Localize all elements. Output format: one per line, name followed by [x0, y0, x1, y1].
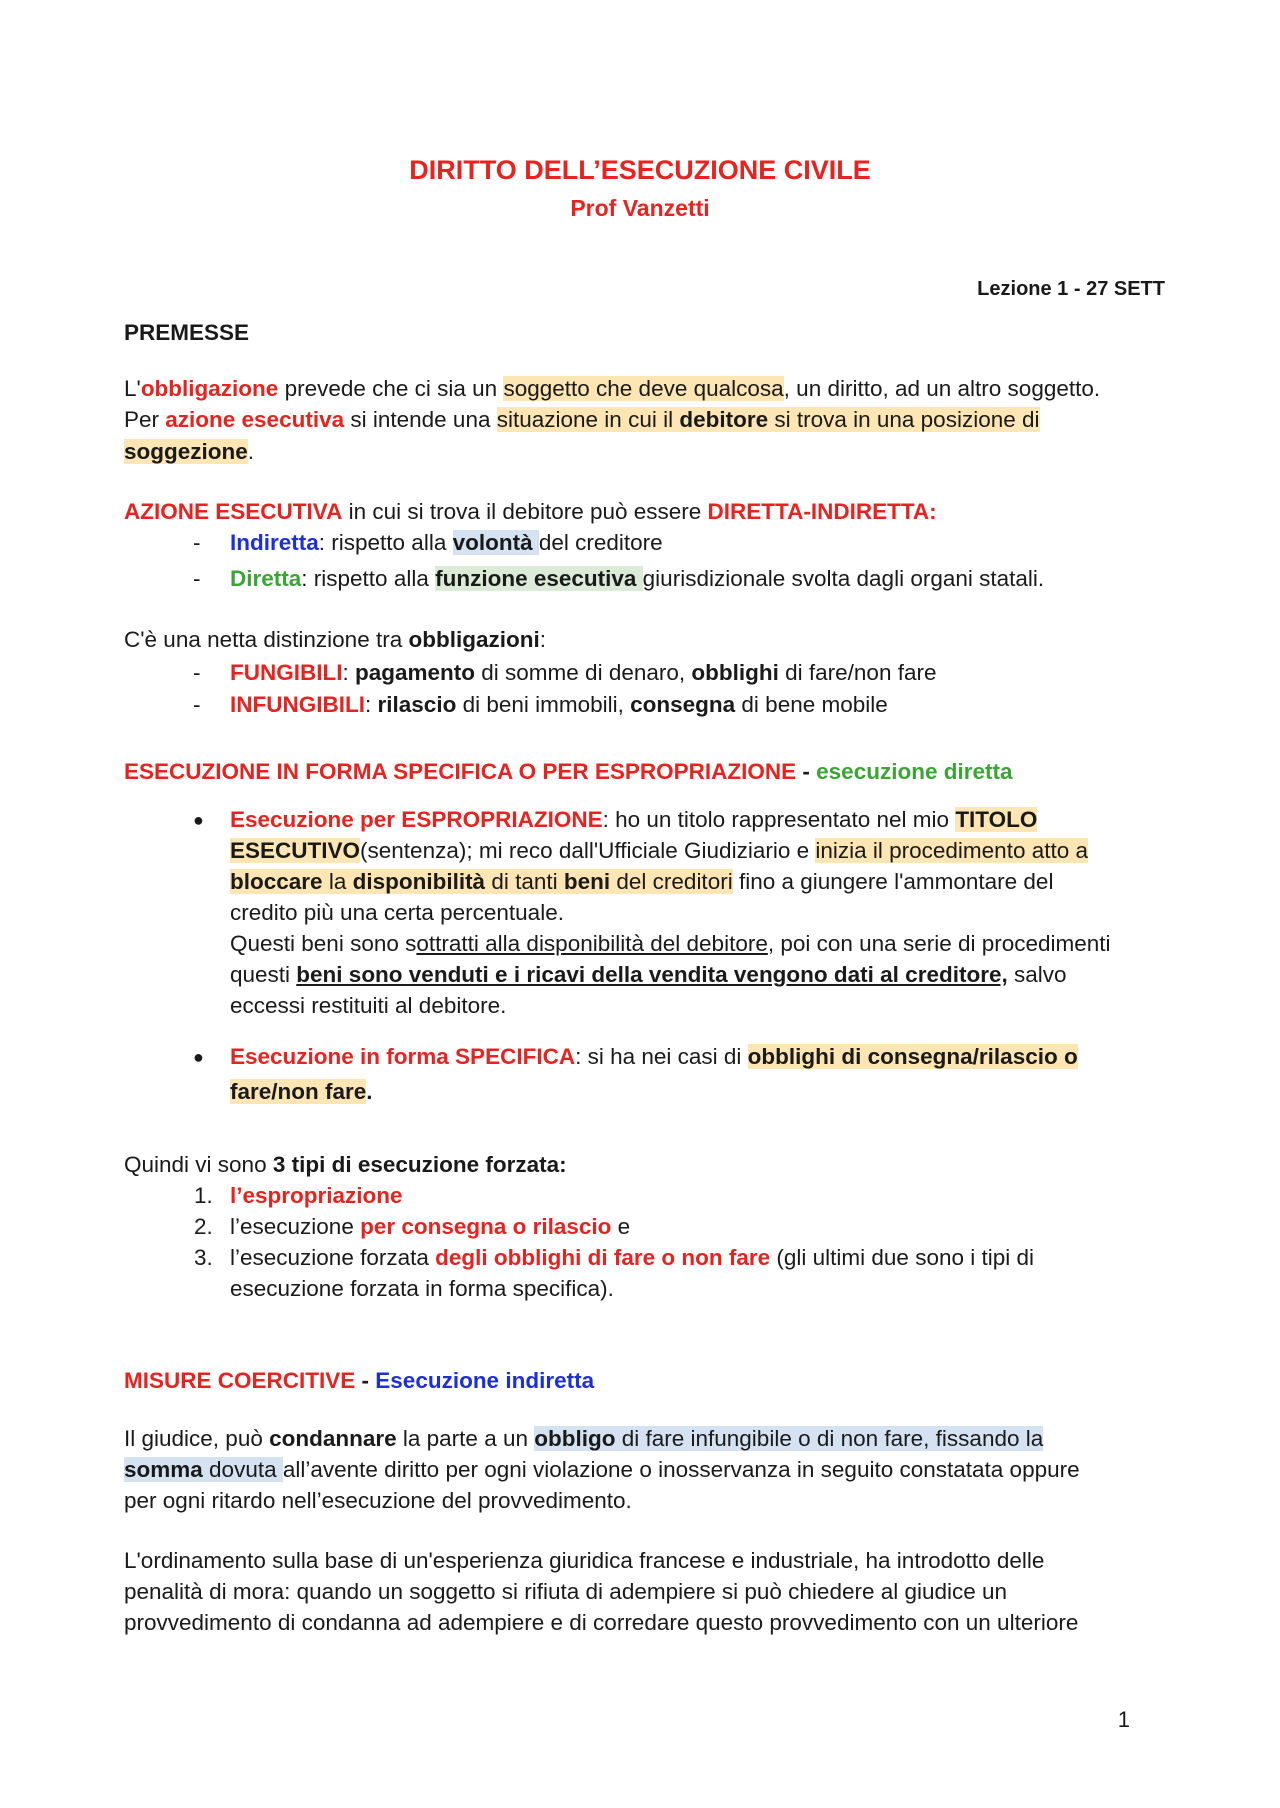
highlight: inizia il procedimento atto a: [815, 838, 1089, 863]
list-item: [230, 657, 936, 688]
keyword: AZIONE ESECUTIVA: [124, 499, 343, 524]
keyword: bloccare: [230, 869, 323, 894]
keyword: pagamento: [355, 660, 476, 685]
keyword: INFUNGIBILI: [230, 692, 365, 717]
text: :: [365, 692, 378, 717]
text: Questi beni sono s: [230, 931, 417, 956]
text: fino a giungere l'ammontare del: [732, 869, 1054, 894]
highlight: [124, 1457, 283, 1482]
bullet-line: [230, 1041, 1078, 1072]
keyword: rilascio: [377, 692, 457, 717]
list-number: 1.: [194, 1183, 213, 1208]
list-item: [230, 527, 663, 558]
page-number: 1: [1117, 1707, 1130, 1732]
paragraph-line: [124, 373, 1100, 404]
text: questi: [230, 962, 297, 987]
keyword: somma: [124, 1457, 203, 1482]
text: :: [342, 660, 356, 685]
keyword: Esecuzione indiretta: [375, 1368, 595, 1393]
bullet-line: [230, 1076, 373, 1107]
highlight: [230, 869, 733, 894]
keyword: beni: [563, 869, 611, 894]
text: , poi con una serie di procedimenti: [767, 931, 1111, 956]
bullet-line: [230, 804, 1037, 835]
list-item: [230, 563, 1044, 594]
keyword: disponibilità: [352, 869, 486, 894]
text: di bene mobile: [735, 692, 888, 717]
text: di tanti: [485, 869, 564, 894]
bullet-marker: ●: [193, 1047, 204, 1067]
text: :: [539, 627, 546, 652]
keyword: azione esecutiva: [165, 407, 345, 432]
text: (gli ultimi due sono i tipi di: [770, 1245, 1035, 1270]
paragraph-line: provvedimento di condanna ad adempiere e di corredare questo provvedimento con un ulteriore: [124, 1610, 1079, 1635]
bullet-line: [230, 959, 1067, 990]
paragraph-line: per ogni ritardo nell’esecuzione del provvedimento.: [124, 1488, 632, 1513]
text: l’esecuzione forzata: [230, 1245, 436, 1270]
dash-marker: -: [193, 660, 201, 685]
paragraph-line: [124, 624, 546, 655]
lesson-label: Lezione 1 - 27 SETT: [977, 278, 1165, 300]
text: C'è una netta distinzione tra: [124, 627, 409, 652]
bullet-line: [230, 928, 1111, 959]
text: di fare/non fare: [778, 660, 937, 685]
keyword: Indiretta: [230, 530, 319, 555]
underlined-text: ottratti alla disponibilità del debitore: [416, 931, 768, 956]
text: : rispetto alla: [301, 566, 436, 591]
paragraph-line: [124, 496, 937, 527]
highlight: [497, 407, 1040, 432]
bullet-line: [230, 866, 1053, 897]
text: di somme di denaro,: [475, 660, 692, 685]
keyword: debitore: [679, 407, 769, 432]
text: la parte a un: [396, 1426, 535, 1451]
keyword: per consegna o rilascio: [360, 1214, 612, 1239]
highlight: obblighi di consegna/rilascio o: [747, 1044, 1078, 1069]
text: all’avente diritto per ogni violazione o inosservanza in seguito constatata oppure: [282, 1457, 1080, 1482]
text: -: [796, 759, 817, 784]
keyword: l’espropriazione: [230, 1183, 403, 1208]
text: e: [611, 1214, 631, 1239]
text: situazione in cui il: [496, 407, 680, 432]
highlight: volontà: [452, 530, 539, 555]
keyword: obblighi: [691, 660, 779, 685]
text: Per: [124, 407, 166, 432]
keyword: obbligo: [534, 1426, 616, 1451]
keyword: DIRETTA-INDIRETTA:: [707, 499, 937, 524]
document-subtitle: Prof Vanzetti: [570, 195, 710, 221]
paragraph-line: [124, 1454, 1080, 1485]
paragraph-line: penalità di mora: quando un soggetto si rifiuta di adempiere si può chiedere al giudice un: [124, 1579, 1008, 1604]
keyword: consegna: [630, 692, 736, 717]
text: si trova in una posizione di: [768, 407, 1040, 432]
dash-marker: -: [193, 566, 201, 591]
list-number: 3.: [194, 1245, 213, 1270]
text: : ho un titolo rappresentato nel mio: [602, 807, 956, 832]
highlight: soggetto che deve qualcosa: [503, 376, 784, 401]
bullet-line: eccessi restituiti al debitore.: [230, 993, 507, 1018]
list-number: 2.: [194, 1214, 213, 1239]
text: Quindi vi sono: [124, 1152, 273, 1177]
keyword: obbligazione: [140, 376, 279, 401]
highlight: fare/non fare: [230, 1079, 367, 1104]
list-item-continuation: esecuzione forzata in forma specifica).: [230, 1276, 614, 1301]
text: (sentenza); mi reco dall'Ufficiale Giudiziario e: [360, 838, 816, 863]
text: : si ha nei casi di: [575, 1044, 748, 1069]
list-item: [230, 1242, 1034, 1273]
text: L': [124, 376, 141, 401]
keyword: MISURE COERCITIVE: [124, 1368, 356, 1393]
paragraph-line: [124, 404, 1040, 435]
text: .: [247, 439, 255, 464]
text: si intende una: [344, 407, 497, 432]
text: in cui si trova il debitore può essere: [342, 499, 708, 524]
section-heading-premesse: PREMESSE: [124, 320, 250, 345]
keyword: Esecuzione in forma SPECIFICA: [230, 1044, 576, 1069]
text: dovuta: [202, 1457, 283, 1482]
keyword: condannare: [269, 1426, 397, 1451]
section-heading-esecuzione: [124, 756, 1012, 787]
text: prevede che ci sia un: [278, 376, 504, 401]
keyword: degli obblighi di fare o non fare: [435, 1245, 771, 1270]
text: : rispetto alla: [318, 530, 453, 555]
text: del creditore: [538, 530, 663, 555]
underlined-text: beni sono venduti e i ricavi della vendita vengono dati al creditore,: [296, 962, 1008, 987]
text: .: [366, 1079, 373, 1104]
text: del creditori: [610, 869, 733, 894]
keyword: esecuzione diretta: [816, 759, 1013, 784]
text: salvo: [1007, 962, 1067, 987]
dash-marker: -: [193, 692, 201, 717]
section-heading-misure: [124, 1365, 594, 1396]
bullet-line: [230, 835, 1088, 866]
text: giurisdizionale svolta dagli organi statali.: [642, 566, 1045, 591]
keyword: 3 tipi di esecuzione forzata:: [272, 1152, 567, 1177]
list-item: [230, 1180, 403, 1211]
paragraph-line: [124, 1423, 1043, 1454]
keyword: ESECUZIONE IN FORMA SPECIFICA O PER ESPROPRIAZIONE: [124, 759, 797, 784]
dash-marker: -: [193, 530, 201, 555]
list-item: [230, 689, 888, 720]
list-item: [230, 1211, 630, 1242]
text: -: [355, 1368, 376, 1393]
highlight: TITOLO: [955, 807, 1038, 832]
text: l’esecuzione: [230, 1214, 361, 1239]
bullet-marker: ●: [193, 810, 204, 830]
document-title: DIRITTO DELL’ESECUZIONE CIVILE: [409, 155, 871, 185]
paragraph-line: [124, 436, 254, 467]
text: Il giudice, può: [124, 1426, 270, 1451]
text: la: [322, 869, 353, 894]
keyword: obbligazioni: [408, 627, 540, 652]
keyword: Diretta: [230, 566, 302, 591]
text: di fare infungibile o di non fare, fissando la: [615, 1426, 1044, 1451]
paragraph-line: [124, 1149, 567, 1180]
highlight: ESECUTIVO: [230, 838, 361, 863]
keyword: FUNGIBILI: [230, 660, 343, 685]
text: di beni immobili,: [456, 692, 631, 717]
text: , un diritto, ad un altro soggetto.: [783, 376, 1101, 401]
keyword: Esecuzione per ESPROPRIAZIONE: [230, 807, 603, 832]
paragraph-line: L'ordinamento sulla base di un'esperienza giuridica francese e industriale, ha introdotto delle: [124, 1548, 1045, 1573]
keyword: soggezione: [124, 439, 248, 464]
highlight: [534, 1426, 1043, 1451]
bullet-line: credito più una certa percentuale.: [230, 900, 564, 925]
highlight: funzione esecutiva: [435, 566, 643, 591]
